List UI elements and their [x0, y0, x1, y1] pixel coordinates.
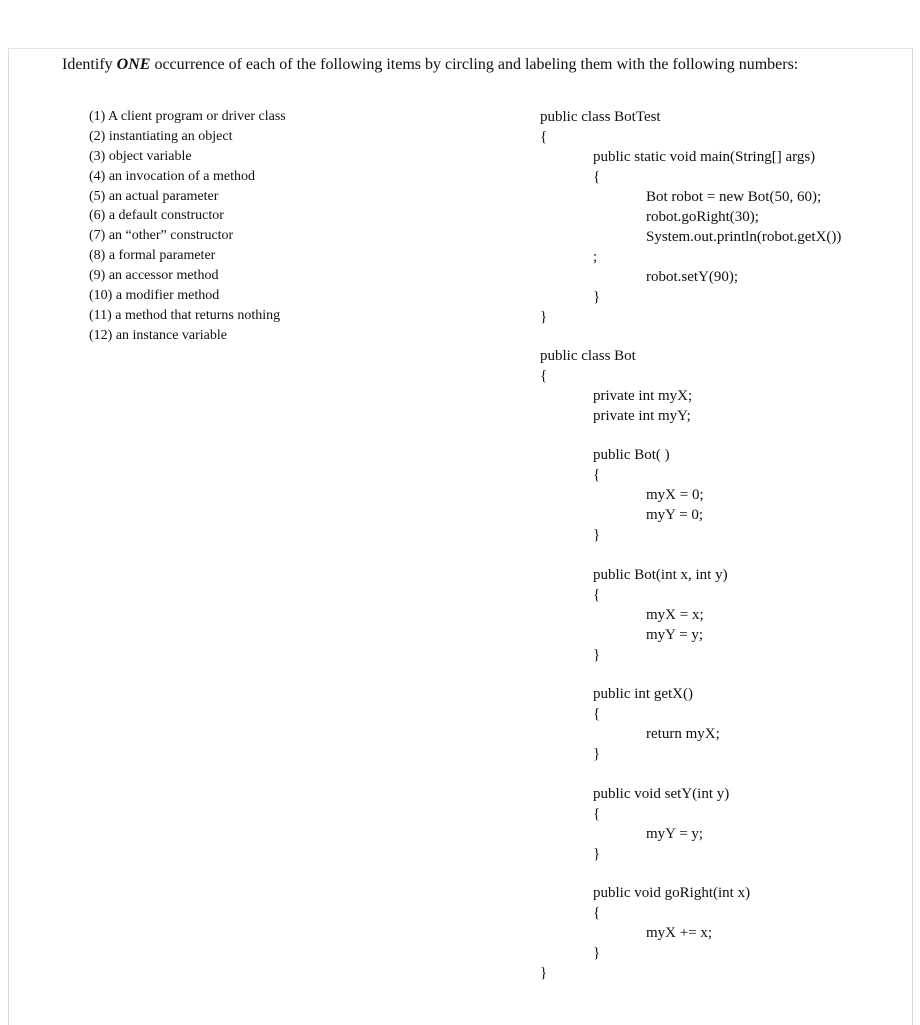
code-line-sety-call: robot.setY(90); — [646, 269, 739, 285]
brace-close: } — [593, 945, 601, 961]
brace-open: { — [593, 467, 601, 483]
code-line: myY = y; — [646, 627, 704, 643]
brace-close: } — [593, 647, 601, 663]
code-line: myY = 0; — [646, 507, 704, 523]
instruction-text — [62, 56, 798, 74]
brace-open: { — [593, 587, 601, 603]
items-list — [89, 107, 286, 346]
brace-open: { — [593, 806, 601, 822]
list-item: (6) a default constructor — [89, 208, 224, 224]
brace-close: } — [593, 289, 601, 305]
code-line-println: System.out.println(robot.getX()) — [646, 229, 842, 245]
brace-open: { — [540, 129, 548, 145]
bot-class-header: public class Bot — [540, 348, 636, 364]
field-myy: private int myY; — [593, 408, 691, 424]
main-method-signature: public static void main(String[] args) — [593, 149, 816, 165]
instruction-suffix: occurrence of each of the following items by circling and labeling them with the following numbers: — [150, 56, 799, 73]
list-item: (10) a modifier method — [89, 288, 220, 304]
list-item: (7) an “other” constructor — [89, 228, 234, 244]
code-line: myX = 0; — [646, 487, 704, 503]
list-item: (5) an actual parameter — [89, 188, 219, 204]
brace-close: } — [540, 309, 548, 325]
bottest-class-header: public class BotTest — [540, 109, 661, 125]
code-line-semicolon: ; — [593, 249, 598, 265]
list-item: (9) an accessor method — [89, 268, 219, 284]
code-line-goright-call: robot.goRight(30); — [646, 209, 759, 225]
field-myx: private int myX; — [593, 388, 693, 404]
brace-open: { — [593, 905, 601, 921]
brace-open: { — [593, 706, 601, 722]
brace-close: } — [540, 965, 548, 981]
code-line: myY = y; — [646, 826, 704, 842]
list-item: (3) object variable — [89, 148, 192, 164]
goright-method-signature: public void goRight(int x) — [593, 885, 751, 901]
getx-method-signature: public int getX() — [593, 686, 693, 702]
instruction-prefix: Identify — [62, 56, 117, 73]
brace-open: { — [593, 169, 601, 185]
list-item: (4) an invocation of a method — [89, 168, 256, 184]
brace-close: } — [593, 746, 601, 762]
list-item: (8) a formal parameter — [89, 248, 216, 264]
list-item: (1) A client program or driver class — [89, 109, 286, 124]
instruction-emphasis: ONE — [116, 56, 151, 73]
code-line-new-bot: Bot robot = new Bot(50, 60); — [646, 189, 822, 205]
list-item: (2) instantiating an object — [89, 128, 233, 144]
default-constructor-signature: public Bot( ) — [593, 447, 670, 463]
brace-open: { — [540, 368, 548, 384]
other-constructor-signature: public Bot(int x, int y) — [593, 567, 728, 583]
top-bar — [0, 0, 920, 48]
brace-close: } — [593, 527, 601, 543]
code-line: myX += x; — [646, 925, 713, 941]
list-item: (12) an instance variable — [89, 327, 227, 343]
sety-method-signature: public void setY(int y) — [593, 786, 730, 802]
list-item: (11) a method that returns nothing — [89, 307, 281, 323]
code-line: myX = x; — [646, 607, 704, 623]
brace-close: } — [593, 846, 601, 862]
code-line: return myX; — [646, 726, 720, 742]
